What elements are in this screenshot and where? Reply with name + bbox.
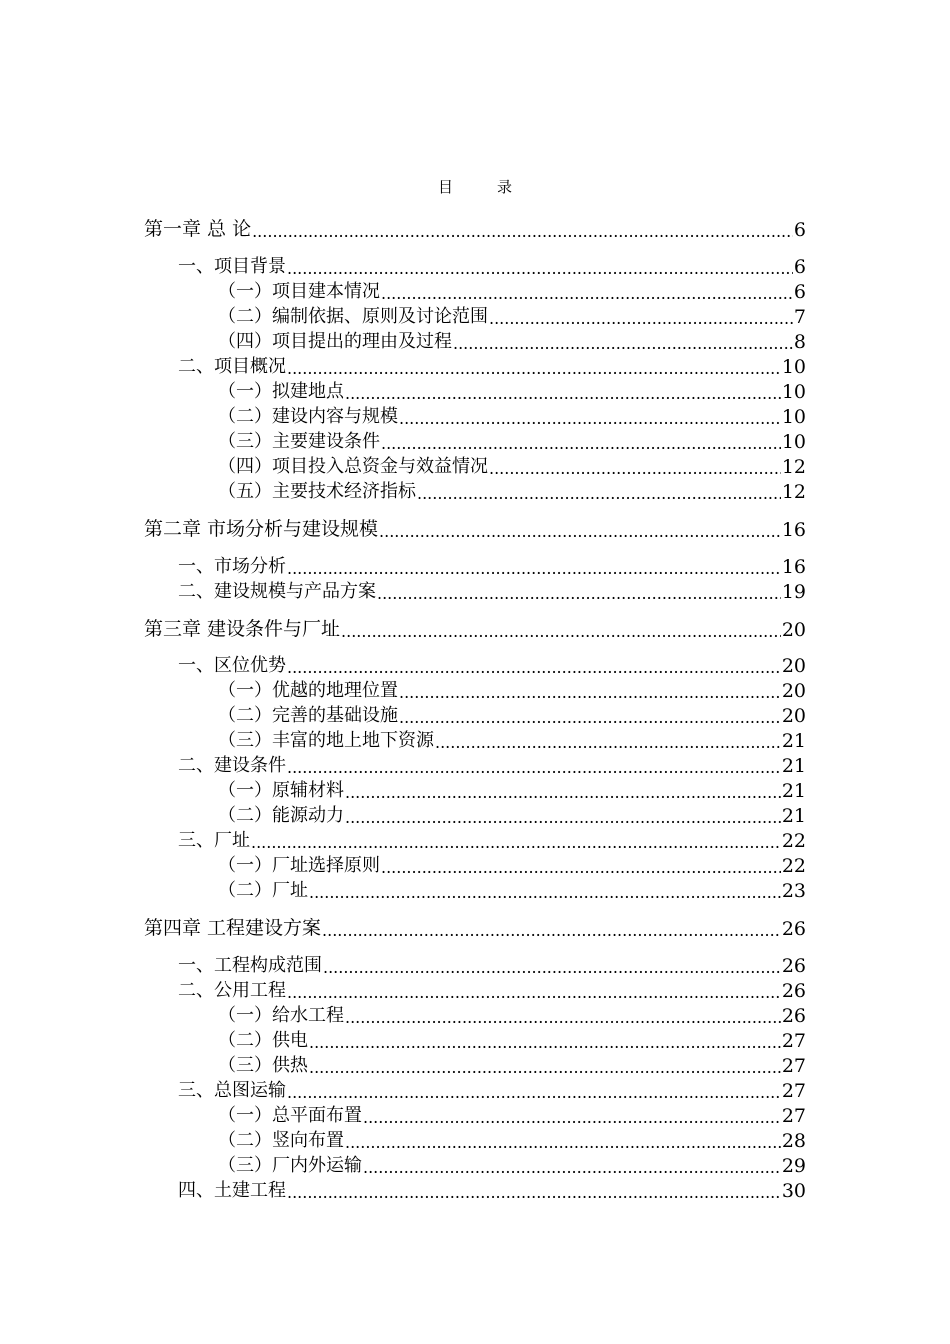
- toc-entry-label: （三）主要建设条件: [218, 431, 380, 452]
- toc-entry-label: （三）供热: [218, 1055, 308, 1076]
- toc-entry-subsection[interactable]: [218, 452, 806, 478]
- toc-entry-label: 一、市场分析: [178, 556, 286, 577]
- toc-entry-page-number: 20: [781, 655, 806, 677]
- toc-entry-page-number: 26: [781, 918, 806, 940]
- toc-entry-page-number: 10: [781, 406, 806, 428]
- toc-entry-section[interactable]: [178, 951, 806, 977]
- dot-leader: [399, 682, 781, 702]
- dot-leader: [381, 433, 781, 453]
- toc-entry-label: （一）拟建地点: [218, 381, 344, 402]
- toc-entry-page-number: 6: [793, 281, 806, 303]
- toc-entry-subsection[interactable]: [218, 327, 806, 353]
- toc-entry-page-number: 26: [781, 980, 806, 1002]
- toc-entry-label: （二）建设内容与规模: [218, 406, 398, 427]
- toc-entry-subsection[interactable]: [218, 427, 806, 453]
- toc-entry-label: （二）完善的基础设施: [218, 705, 398, 726]
- toc-entry-section[interactable]: [178, 976, 806, 1002]
- toc-entry-page-number: 30: [781, 1180, 806, 1202]
- toc-entry-chapter[interactable]: [144, 914, 806, 940]
- toc-entry-label: 一、工程构成范围: [178, 955, 322, 976]
- toc-entry-subsection[interactable]: [218, 726, 806, 752]
- toc-entry-page-number: 23: [781, 880, 806, 902]
- dot-leader: [309, 1057, 781, 1077]
- toc-entry-label: 二、建设条件: [178, 755, 286, 776]
- dot-leader: [489, 458, 781, 478]
- toc-entry-subsection[interactable]: [218, 477, 806, 503]
- dot-leader: [453, 333, 793, 353]
- toc-entry-label: 第二章 市场分析与建设规模: [144, 518, 379, 540]
- toc-entry-chapter[interactable]: [144, 615, 806, 641]
- toc-entry-label: （四）项目投入总资金与效益情况: [218, 456, 488, 477]
- dot-leader: [287, 358, 781, 378]
- toc-entry-page-number: 10: [781, 356, 806, 378]
- dot-leader: [287, 1082, 781, 1102]
- dot-leader: [341, 621, 781, 641]
- toc-entry-subsection[interactable]: [218, 302, 806, 328]
- toc-entry-label: （三）丰富的地上地下资源: [218, 730, 434, 751]
- dot-leader: [287, 258, 793, 278]
- toc-entry-subsection[interactable]: [218, 801, 806, 827]
- toc-title-char-2: 录: [497, 178, 513, 196]
- toc-entry-label: 一、项目背景: [178, 256, 286, 277]
- toc-title-char-1: 目: [437, 178, 453, 196]
- toc-entry-subsection[interactable]: [218, 1051, 806, 1077]
- toc-entry-section[interactable]: [178, 352, 806, 378]
- toc-entry-label: （四）项目提出的理由及过程: [218, 331, 452, 352]
- toc-entry-page-number: 20: [781, 619, 806, 641]
- toc-entry-subsection[interactable]: [218, 1101, 806, 1127]
- toc-entry-page-number: 12: [781, 481, 806, 503]
- toc-entry-label: （一）厂址选择原则: [218, 855, 380, 876]
- toc-entry-subsection[interactable]: [218, 1026, 806, 1052]
- toc-entry-label: （五）主要技术经济指标: [218, 481, 416, 502]
- toc-entry-page-number: 20: [781, 680, 806, 702]
- dot-leader: [345, 1007, 781, 1027]
- dot-leader: [287, 757, 781, 777]
- toc-entry-page-number: 12: [781, 456, 806, 478]
- toc-entry-page-number: 29: [781, 1155, 806, 1177]
- toc-entry-label: 第四章 工程建设方案: [144, 917, 322, 939]
- toc-entry-label: 第一章 总 论: [144, 218, 252, 240]
- toc-entry-page-number: 21: [781, 780, 806, 802]
- toc-entry-section[interactable]: [178, 252, 806, 278]
- dot-leader: [251, 832, 781, 852]
- toc-entry-subsection[interactable]: [218, 1151, 806, 1177]
- toc-entry-page-number: 19: [781, 581, 806, 603]
- toc-entry-section[interactable]: [178, 1176, 806, 1202]
- dot-leader: [417, 483, 781, 503]
- dot-leader: [287, 1182, 781, 1202]
- toc-entry-label: （二）供电: [218, 1030, 308, 1051]
- toc-entry-page-number: 7: [793, 306, 806, 328]
- toc-entry-page-number: 22: [781, 830, 806, 852]
- toc-entry-label: 三、总图运输: [178, 1080, 286, 1101]
- toc-entry-label: 二、公用工程: [178, 980, 286, 1001]
- toc-entry-label: （一）给水工程: [218, 1005, 344, 1026]
- toc-entry-page-number: 27: [781, 1055, 806, 1077]
- dot-leader: [287, 982, 781, 1002]
- toc-entry-page-number: 16: [781, 556, 806, 578]
- toc-entry-label: 四、土建工程: [178, 1180, 286, 1201]
- toc-entry-label: 三、厂址: [178, 830, 250, 851]
- dot-leader: [381, 857, 781, 877]
- toc-entry-label: （二）竖向布置: [218, 1130, 344, 1151]
- toc-entry-label: （二）能源动力: [218, 805, 344, 826]
- dot-leader: [322, 920, 781, 940]
- toc-entry-page-number: 8: [793, 331, 806, 353]
- dot-leader: [345, 807, 781, 827]
- toc-entry-label: （一）总平面布置: [218, 1105, 362, 1126]
- toc-entry-subsection[interactable]: [218, 1001, 806, 1027]
- toc-entry-subsection[interactable]: [218, 402, 806, 428]
- dot-leader: [377, 583, 781, 603]
- toc-entry-label: （三）厂内外运输: [218, 1155, 362, 1176]
- toc-entry-label: 二、建设规模与产品方案: [178, 581, 376, 602]
- dot-leader: [399, 707, 781, 727]
- toc-entry-page-number: 10: [781, 381, 806, 403]
- toc-entry-subsection[interactable]: [218, 377, 806, 403]
- toc-entry-subsection[interactable]: [218, 1126, 806, 1152]
- toc-entry-page-number: 26: [781, 1005, 806, 1027]
- toc-entry-page-number: 28: [781, 1130, 806, 1152]
- toc-entry-page-number: 22: [781, 855, 806, 877]
- toc-entry-page-number: 20: [781, 705, 806, 727]
- toc-entry-label: （二）编制依据、原则及讨论范围: [218, 306, 488, 327]
- toc-entry-label: 二、项目概况: [178, 356, 286, 377]
- toc-entry-section[interactable]: [178, 552, 806, 578]
- dot-leader: [309, 1032, 781, 1052]
- toc-entry-subsection[interactable]: [218, 676, 806, 702]
- toc-entry-page-number: 27: [781, 1105, 806, 1127]
- toc-entry-label: 一、区位优势: [178, 655, 286, 676]
- toc-entry-page-number: 21: [781, 730, 806, 752]
- dot-leader: [363, 1157, 781, 1177]
- toc-entry-page-number: 10: [781, 431, 806, 453]
- dot-leader: [345, 782, 781, 802]
- toc-entry-subsection[interactable]: [218, 701, 806, 727]
- dot-leader: [435, 732, 781, 752]
- dot-leader: [345, 1132, 781, 1152]
- dot-leader: [381, 283, 793, 303]
- toc-entry-section[interactable]: [178, 651, 806, 677]
- toc-entry-chapter[interactable]: [144, 515, 806, 541]
- toc-entry-page-number: 21: [781, 755, 806, 777]
- toc-entry-label: （一）优越的地理位置: [218, 680, 398, 701]
- dot-leader: [363, 1107, 781, 1127]
- toc-entry-subsection[interactable]: [218, 876, 806, 902]
- dot-leader: [323, 957, 781, 977]
- dot-leader: [309, 882, 781, 902]
- toc-entry-page-number: 26: [781, 955, 806, 977]
- dot-leader: [287, 558, 781, 578]
- toc-entry-page-number: 27: [781, 1080, 806, 1102]
- dot-leader: [489, 308, 793, 328]
- toc-entry-subsection[interactable]: [218, 277, 806, 303]
- toc-entry-subsection[interactable]: [218, 776, 806, 802]
- toc-entry-section[interactable]: [178, 1076, 806, 1102]
- toc-entry-page-number: 6: [793, 219, 806, 241]
- dot-leader: [345, 383, 781, 403]
- toc-entry-label: （一）原辅材料: [218, 780, 344, 801]
- toc-entry-page-number: 6: [793, 256, 806, 278]
- dot-leader: [252, 221, 793, 241]
- toc-entry-label: （一）项目建本情况: [218, 281, 380, 302]
- toc-entry-page-number: 21: [781, 805, 806, 827]
- toc-entry-section[interactable]: [178, 577, 806, 603]
- toc-entry-subsection[interactable]: [218, 851, 806, 877]
- dot-leader: [287, 657, 781, 677]
- dot-leader: [379, 521, 781, 541]
- toc-entry-section[interactable]: [178, 826, 806, 852]
- toc-entry-label: （二）厂址: [218, 880, 308, 901]
- toc-entry-label: 第三章 建设条件与厂址: [144, 618, 341, 640]
- toc-entry-section[interactable]: [178, 751, 806, 777]
- toc-entry-page-number: 16: [781, 519, 806, 541]
- toc-entry-page-number: 27: [781, 1030, 806, 1052]
- toc-entry-chapter[interactable]: [144, 215, 806, 241]
- dot-leader: [399, 408, 781, 428]
